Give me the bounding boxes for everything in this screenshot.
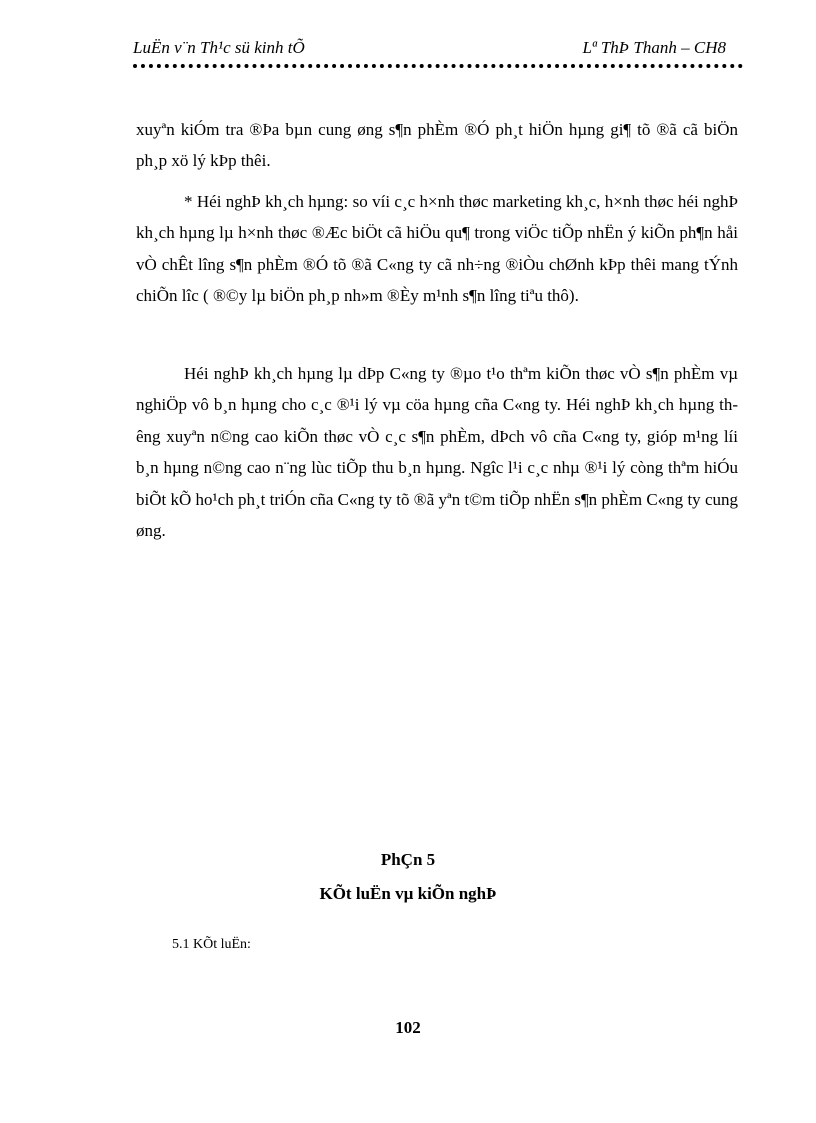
paragraph-customer-conference (136, 186, 738, 312)
subsection-heading: 5.1 KÕt luËn: (172, 937, 251, 952)
paragraph-conference-benefits (136, 358, 738, 546)
chapter-title: KÕt luËn vµ kiÕn nghÞ (319, 884, 497, 903)
paragraph-continued (136, 114, 738, 177)
paragraph-text: xuyªn kiÓm tra ®Þa bµn cung øng s¶n phÈm ®Ó ph¸t hiÖn hµng gi¶ tõ ®ã cã biÖn ph¸p xö lý kÞp thêi. (136, 120, 738, 171)
paragraph-text: * Héi nghÞ kh¸ch hµng: so víi c¸c h×nh thøc marketing kh¸c, h×nh thøc héi nghÞ kh¸ch hµng lµ h×nh thøc ®Æc biÖt cã hiÖu qu¶ trong viÖc tiÕp nhËn ý kiÕn ph¶n håi vÒ chÊt lîng s¶n phÈm ®Ó tõ ®ã C«ng ty cã nh÷ng ®iÒu chØnh kÞp thêi mang tÝnh chiÕn lîc ( ®©y lµ biÖn ph¸p nh»m ®Èy m¹nh s¶n lîng tiªu thô). (136, 192, 738, 306)
running-header-left: LuËn v¨n Th¹c sü kinh tÕ (133, 38, 305, 57)
chapter-number: PhÇn 5 (380, 850, 436, 869)
paragraph-text: Héi nghÞ kh¸ch hµng lµ dÞp C«ng ty ®µo t¹o thªm kiÕn thøc vÒ s¶n phÈm vµ nghiÖp vô b¸n hµng cho c¸c ®¹i lý vµ cöa hµng cña C«ng ty. Héi nghÞ kh¸ch hµng thêng xuyªn n©ng cao kiÕn thøc vÒ c¸c s¶n phÈm, dÞch vô cña C«ng ty, gióp m¹ng líi b¸n hµng n©ng cao n¨ng lùc tiÕp thu b¸n hµng. Ngîc l¹i c¸c nhµ ®¹i lý còng thªm hiÓu biÕt kÕ ho¹ch ph¸t triÓn cña C«ng ty tõ ®ã yªn t©m tiÕp nhËn s¶n phÈm C«ng ty cung øng. (136, 364, 738, 541)
header-dotted-rule (133, 64, 743, 68)
running-header-right: Lª ThÞ Thanh – CH8 (582, 38, 726, 57)
page-number: 102 (395, 1018, 421, 1037)
